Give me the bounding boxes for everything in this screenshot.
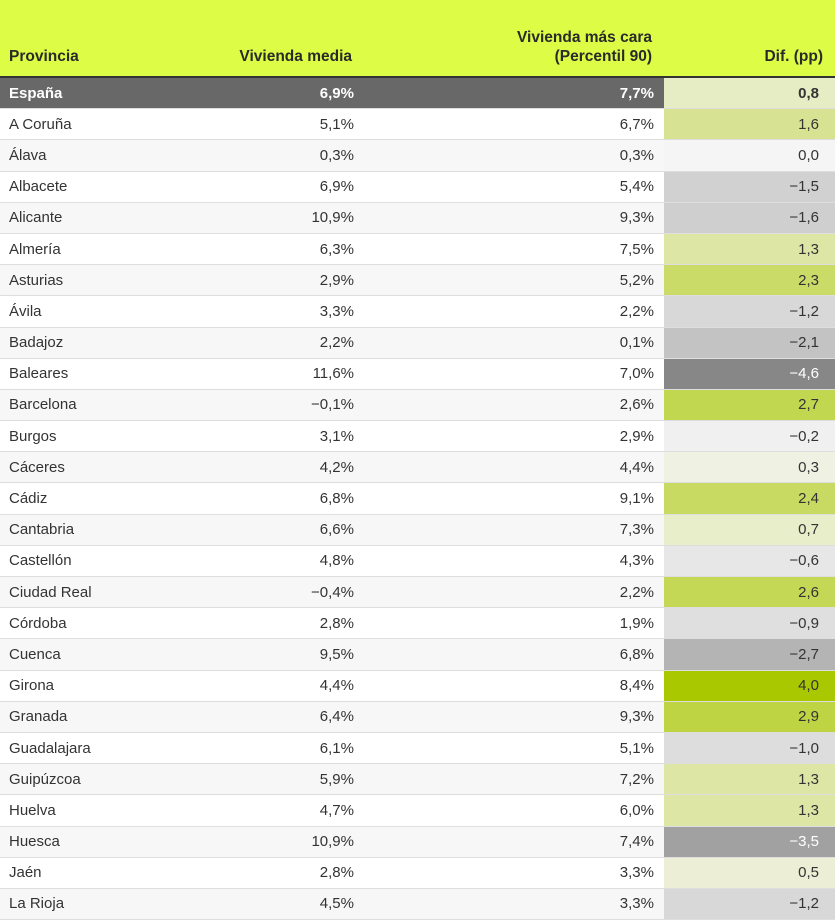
- cell-dif: 2,7: [664, 389, 835, 420]
- header-cara-line1: Vivienda más cara: [517, 29, 652, 46]
- cell-provincia: Badajoz: [0, 327, 200, 358]
- cell-dif: −1,2: [664, 296, 835, 327]
- table-row: [0, 577, 835, 608]
- cell-vivienda-media: 0,3%: [200, 140, 364, 171]
- cell-vivienda-mas-cara: 2,2%: [364, 296, 664, 327]
- cell-vivienda-mas-cara: 7,5%: [364, 233, 664, 264]
- cell-vivienda-media: 10,9%: [200, 202, 364, 233]
- cell-dif: −1,6: [664, 202, 835, 233]
- cell-dif: 0,3: [664, 452, 835, 483]
- cell-vivienda-mas-cara: 2,2%: [364, 577, 664, 608]
- cell-provincia: Ciudad Real: [0, 577, 200, 608]
- cell-provincia: Granada: [0, 701, 200, 732]
- cell-vivienda-mas-cara: 4,3%: [364, 545, 664, 576]
- cell-provincia: Cáceres: [0, 452, 200, 483]
- table-row: [0, 639, 835, 670]
- cell-provincia: Ávila: [0, 296, 200, 327]
- cell-vivienda-media: 6,6%: [200, 514, 364, 545]
- cell-provincia: España: [0, 77, 200, 109]
- cell-dif: 0,5: [664, 857, 835, 888]
- table-row: [0, 389, 835, 420]
- cell-vivienda-media: 9,5%: [200, 639, 364, 670]
- cell-provincia: Guadalajara: [0, 732, 200, 763]
- cell-provincia: Asturias: [0, 265, 200, 296]
- cell-dif: −0,2: [664, 421, 835, 452]
- total-row: [0, 77, 835, 109]
- table-row: [0, 233, 835, 264]
- cell-provincia: Albacete: [0, 171, 200, 202]
- cell-vivienda-media: 11,6%: [200, 358, 364, 389]
- cell-vivienda-media: 2,9%: [200, 265, 364, 296]
- cell-provincia: Cádiz: [0, 483, 200, 514]
- cell-vivienda-media: 5,9%: [200, 764, 364, 795]
- cell-dif: 1,3: [664, 233, 835, 264]
- cell-dif: 0,7: [664, 514, 835, 545]
- cell-dif: 1,6: [664, 109, 835, 140]
- table-row: [0, 545, 835, 576]
- table-row: [0, 888, 835, 919]
- cell-dif: −4,6: [664, 358, 835, 389]
- cell-dif: −3,5: [664, 826, 835, 857]
- cell-provincia: Cantabria: [0, 514, 200, 545]
- table-row: [0, 826, 835, 857]
- cell-dif: −1,0: [664, 732, 835, 763]
- cell-vivienda-media: −0,1%: [200, 389, 364, 420]
- cell-vivienda-media: 2,2%: [200, 327, 364, 358]
- cell-vivienda-media: 6,1%: [200, 732, 364, 763]
- header-vivienda-mas-cara[interactable]: [364, 0, 664, 77]
- cell-provincia: Guipúzcoa: [0, 764, 200, 795]
- cell-vivienda-media: 2,8%: [200, 857, 364, 888]
- cell-vivienda-media: 2,8%: [200, 608, 364, 639]
- table-row: [0, 701, 835, 732]
- cell-provincia: Alicante: [0, 202, 200, 233]
- cell-vivienda-mas-cara: 4,4%: [364, 452, 664, 483]
- cell-dif: −0,9: [664, 608, 835, 639]
- cell-vivienda-media: 10,9%: [200, 826, 364, 857]
- cell-vivienda-mas-cara: 5,2%: [364, 265, 664, 296]
- table-row: [0, 421, 835, 452]
- cell-vivienda-mas-cara: 9,1%: [364, 483, 664, 514]
- header-provincia[interactable]: Provincia: [0, 0, 200, 77]
- cell-provincia: Girona: [0, 670, 200, 701]
- cell-dif: 2,3: [664, 265, 835, 296]
- cell-vivienda-media: 3,1%: [200, 421, 364, 452]
- cell-vivienda-mas-cara: 5,4%: [364, 171, 664, 202]
- cell-vivienda-media: 4,5%: [200, 888, 364, 919]
- cell-vivienda-mas-cara: 8,4%: [364, 670, 664, 701]
- cell-provincia: Córdoba: [0, 608, 200, 639]
- cell-vivienda-mas-cara: 7,2%: [364, 764, 664, 795]
- cell-provincia: A Coruña: [0, 109, 200, 140]
- table-row: [0, 202, 835, 233]
- table-row: [0, 140, 835, 171]
- table-row: [0, 296, 835, 327]
- cell-vivienda-media: 6,9%: [200, 171, 364, 202]
- cell-vivienda-mas-cara: 9,3%: [364, 701, 664, 732]
- table-row: [0, 670, 835, 701]
- cell-dif: −1,2: [664, 888, 835, 919]
- cell-vivienda-mas-cara: 7,4%: [364, 826, 664, 857]
- cell-provincia: Huelva: [0, 795, 200, 826]
- cell-vivienda-mas-cara: 7,0%: [364, 358, 664, 389]
- cell-dif: 1,3: [664, 764, 835, 795]
- table-row: [0, 732, 835, 763]
- cell-vivienda-media: 4,4%: [200, 670, 364, 701]
- table-row: [0, 483, 835, 514]
- cell-vivienda-media: 4,7%: [200, 795, 364, 826]
- cell-vivienda-mas-cara: 5,1%: [364, 732, 664, 763]
- cell-vivienda-mas-cara: 6,7%: [364, 109, 664, 140]
- cell-provincia: Barcelona: [0, 389, 200, 420]
- cell-provincia: Baleares: [0, 358, 200, 389]
- table-row: [0, 857, 835, 888]
- cell-vivienda-mas-cara: 9,3%: [364, 202, 664, 233]
- cell-provincia: Almería: [0, 233, 200, 264]
- cell-vivienda-mas-cara: 7,7%: [364, 77, 664, 109]
- cell-vivienda-mas-cara: 2,9%: [364, 421, 664, 452]
- table-row: [0, 109, 835, 140]
- cell-vivienda-media: 6,3%: [200, 233, 364, 264]
- table-row: [0, 452, 835, 483]
- table-row: [0, 514, 835, 545]
- cell-provincia: Jaén: [0, 857, 200, 888]
- cell-vivienda-media: −0,4%: [200, 577, 364, 608]
- cell-vivienda-media: 3,3%: [200, 296, 364, 327]
- cell-provincia: La Rioja: [0, 888, 200, 919]
- cell-dif: 0,8: [664, 77, 835, 109]
- cell-dif: 2,9: [664, 701, 835, 732]
- cell-vivienda-media: 6,9%: [200, 77, 364, 109]
- cell-vivienda-mas-cara: 1,9%: [364, 608, 664, 639]
- table-row: [0, 608, 835, 639]
- table-body: [0, 77, 835, 920]
- cell-vivienda-mas-cara: 3,3%: [364, 888, 664, 919]
- table-row: [0, 795, 835, 826]
- header-cara-line2: (Percentil 90): [554, 48, 652, 65]
- table-row: [0, 327, 835, 358]
- cell-vivienda-mas-cara: 6,8%: [364, 639, 664, 670]
- cell-dif: −1,5: [664, 171, 835, 202]
- cell-dif: 0,0: [664, 140, 835, 171]
- cell-vivienda-mas-cara: 2,6%: [364, 389, 664, 420]
- cell-vivienda-mas-cara: 7,3%: [364, 514, 664, 545]
- cell-vivienda-mas-cara: 3,3%: [364, 857, 664, 888]
- cell-dif: −2,7: [664, 639, 835, 670]
- cell-provincia: Burgos: [0, 421, 200, 452]
- header-vivienda-media[interactable]: Vivienda media: [200, 0, 364, 77]
- cell-dif: 2,4: [664, 483, 835, 514]
- cell-dif: −2,1: [664, 327, 835, 358]
- cell-provincia: Cuenca: [0, 639, 200, 670]
- table-row: [0, 358, 835, 389]
- cell-dif: 1,3: [664, 795, 835, 826]
- cell-vivienda-mas-cara: 0,3%: [364, 140, 664, 171]
- cell-dif: 2,6: [664, 577, 835, 608]
- table-row: [0, 764, 835, 795]
- cell-dif: −0,6: [664, 545, 835, 576]
- cell-vivienda-media: 6,4%: [200, 701, 364, 732]
- table-row: [0, 265, 835, 296]
- cell-dif: 4,0: [664, 670, 835, 701]
- cell-vivienda-mas-cara: 0,1%: [364, 327, 664, 358]
- cell-provincia: Álava: [0, 140, 200, 171]
- cell-vivienda-mas-cara: 6,0%: [364, 795, 664, 826]
- table-row: [0, 171, 835, 202]
- cell-vivienda-media: 5,1%: [200, 109, 364, 140]
- header-dif[interactable]: Dif. (pp): [664, 0, 835, 77]
- cell-provincia: Castellón: [0, 545, 200, 576]
- cell-provincia: Huesca: [0, 826, 200, 857]
- cell-vivienda-media: 4,2%: [200, 452, 364, 483]
- header-row: [0, 0, 835, 77]
- cell-vivienda-media: 6,8%: [200, 483, 364, 514]
- cell-vivienda-media: 4,8%: [200, 545, 364, 576]
